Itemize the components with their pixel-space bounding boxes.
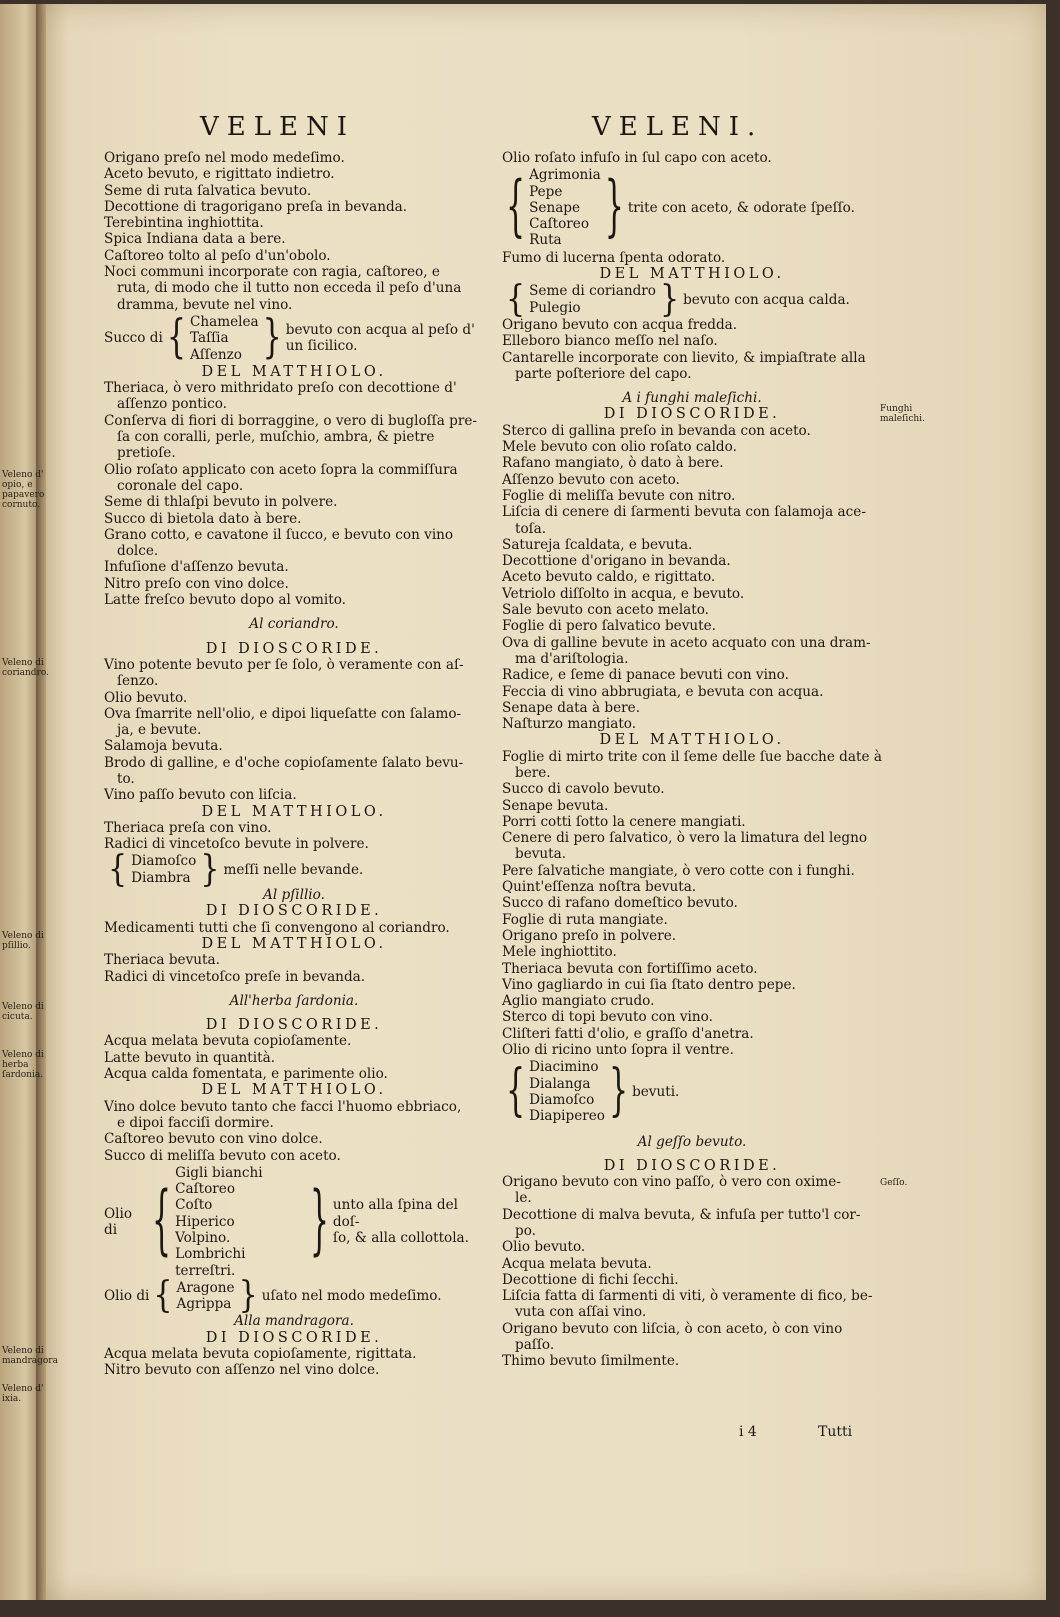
text-line: Sterco di topi bevuto con vino. xyxy=(502,1009,713,1026)
brace-items xyxy=(529,283,656,316)
brace-item: Diamoſco xyxy=(529,1091,595,1108)
text-line: Conſerva di fiori di borraggine, o vero di bugloſſa pre- xyxy=(104,412,477,429)
text-line: po. xyxy=(515,1223,536,1239)
brace-item: Chamelea xyxy=(189,313,259,330)
margin-note: Veleno di mandragora xyxy=(2,1346,58,1366)
text-line: Origano preſo in polvere. xyxy=(502,927,677,944)
subsection-heading: Al pſillio. xyxy=(263,887,325,904)
brace-item: Agrippa xyxy=(176,1296,232,1313)
brace-open: { xyxy=(166,310,186,365)
running-header-right: VELENI. xyxy=(592,112,764,142)
margin-note: Geſſo. xyxy=(880,1178,908,1188)
brace-prefix: Olio di xyxy=(104,1205,133,1238)
brace-open: { xyxy=(506,277,526,321)
text-line: Grano cotto, e cavatone il ſucco, e bevuto con vino xyxy=(104,526,454,543)
text-line: Senape bevuta. xyxy=(502,797,609,814)
text-line: Succo di bietola dato à bere. xyxy=(104,510,302,527)
signature-mark: i 4 xyxy=(739,1424,757,1440)
brace-close: } xyxy=(238,1274,258,1317)
brace-result-line: meſſi nelle bevande. xyxy=(223,861,364,878)
section-heading: DI DIOSCORIDE. xyxy=(205,1017,383,1034)
brace-result xyxy=(333,1197,484,1246)
brace-item: Caſtoreo xyxy=(175,1181,236,1198)
text-line: Naſturzo mangiato. xyxy=(502,716,637,733)
text-line: Olio bevuto. xyxy=(104,689,188,706)
brace-items xyxy=(177,1280,235,1313)
text-line: Vino gagliardo in cui ſia ſtato dentro pepe. xyxy=(502,976,796,993)
text-line: to. xyxy=(117,770,135,787)
section-heading: DI DIOSCORIDE. xyxy=(603,1157,781,1174)
brace-item: Diambra xyxy=(131,869,191,886)
text-line: Cliſteri fatti d'olio, e graſſo d'anetra. xyxy=(502,1025,754,1042)
brace-items xyxy=(175,1165,306,1279)
brace-close: } xyxy=(608,1058,629,1124)
spacer xyxy=(502,1126,882,1134)
brace-item: Coſto xyxy=(175,1197,213,1214)
brace-group xyxy=(502,167,882,248)
text-line: Foglie di ruta mangiate. xyxy=(502,911,668,928)
text-line: Elleboro bianco meſſo nel naſo. xyxy=(502,333,718,350)
spacer xyxy=(104,1009,484,1017)
subsection-heading: Al geſſo bevuto. xyxy=(637,1133,747,1150)
text-line: Theriaca bevuta con fortiſſimo aceto. xyxy=(502,960,758,977)
text-line: Decottione d'origano in bevanda. xyxy=(502,553,731,570)
brace-item: Diamoſco xyxy=(131,853,197,870)
text-line: Origano bevuto con acqua fredda. xyxy=(502,316,738,333)
margin-note: Veleno di coriandro. xyxy=(2,658,49,678)
brace-result-line: un ſicilico. xyxy=(285,338,358,355)
brace-item: Seme di coriandro xyxy=(529,283,656,300)
subsection-heading: A i funghi maleſichi. xyxy=(622,390,762,407)
text-line: Acqua calda fomentata, e parimente olio. xyxy=(104,1066,388,1083)
text-line: Seme di thlaſpi bevuto in polvere. xyxy=(104,494,338,511)
text-line: Fumo di lucerna ſpenta odorato. xyxy=(502,249,726,266)
text-line: Porri cotti ſotto la cenere mangiati. xyxy=(502,813,746,830)
brace-group xyxy=(104,1165,484,1279)
brace-result-line: bevuti. xyxy=(632,1083,680,1100)
subsection-heading: Al coriandro. xyxy=(249,616,339,633)
brace-close: } xyxy=(604,168,624,246)
text-line: Feccia di vino abbrugiata, e bevuta con acqua. xyxy=(502,683,824,700)
spacer xyxy=(502,382,882,390)
text-line: Ova ſmarrite nell'olio, e dipoi liqueſatte con ſalamo- xyxy=(104,705,462,722)
brace-item: Agrimonia xyxy=(529,167,601,184)
text-line: Radice, e ſeme di panace bevuti con vino. xyxy=(502,667,789,684)
section-heading: DI DIOSCORIDE. xyxy=(205,1329,383,1346)
text-line: Aglio mangiato crudo. xyxy=(502,993,655,1010)
left-text-column xyxy=(104,150,484,1379)
text-line: Succo di rafano domeſtico bevuto. xyxy=(502,895,738,912)
text-line: Thimo bevuto ſimilmente. xyxy=(502,1353,680,1370)
text-line: Spica Indiana data a bere. xyxy=(104,231,286,248)
text-line: Nitro bevuto con aſſenzo nel vino dolce. xyxy=(104,1362,380,1379)
text-line: Acqua melata bevuta copioſamente. xyxy=(104,1033,352,1050)
brace-close: } xyxy=(262,310,282,365)
brace-result-line: ſo, & alla collottola. xyxy=(332,1230,469,1246)
spacer xyxy=(104,985,484,993)
section-heading: DEL MATTHIOLO. xyxy=(599,266,785,283)
catchword: Tutti xyxy=(818,1424,853,1440)
brace-group xyxy=(104,847,484,891)
brace-item: Volpino. xyxy=(175,1230,231,1246)
section-heading: DEL MATTHIOLO. xyxy=(201,1082,387,1099)
margin-note: Veleno d' ixia. xyxy=(2,1384,44,1404)
text-line: parte poſteriore del capo. xyxy=(515,365,692,382)
brace-result xyxy=(632,1084,679,1100)
text-line: Olio roſato infuſo in ſul capo con aceto. xyxy=(502,150,772,166)
text-line: Latte freſco bevuto dopo al vomito. xyxy=(104,592,346,609)
text-line: Acqua melata bevuta. xyxy=(502,1255,652,1272)
text-line: Origano bevuto con vino paſſo, ò vero con oxime- xyxy=(502,1174,841,1191)
brace-items xyxy=(131,853,196,886)
text-line: Olio roſato applicato con aceto ſopra la commiſſura xyxy=(104,461,458,478)
text-line: Aceto bevuto, e rigittato indietro. xyxy=(104,166,335,183)
section-heading: DEL MATTHIOLO. xyxy=(201,363,387,380)
text-line: Acqua melata bevuta copioſamente, rigittata. xyxy=(104,1346,417,1363)
text-line: paſſo. xyxy=(515,1337,555,1354)
text-line: Radici di vincetoſco preſe in bevanda. xyxy=(104,968,366,985)
brace-items xyxy=(529,167,601,248)
brace-group xyxy=(104,310,484,365)
text-line: ma d'ariſtologia. xyxy=(515,650,629,667)
text-line: Theriaca bevuta. xyxy=(104,952,220,969)
text-line: Theriaca preſa con vino. xyxy=(104,819,272,836)
text-line: ruta, di modo che il tutto non ecceda il peſo d'una xyxy=(117,280,462,297)
text-line: bevuta. xyxy=(515,846,567,863)
text-line: Aceto bevuto caldo, e rigittato. xyxy=(502,569,716,586)
text-line: Pere ſalvatiche mangiate, ò vero cotte con i funghi. xyxy=(502,862,855,879)
brace-group xyxy=(104,1274,484,1317)
brace-group xyxy=(502,277,882,321)
brace-item: Pepe xyxy=(529,183,563,200)
text-line: Decottione di fichi ſecchi. xyxy=(502,1271,679,1288)
brace-open: { xyxy=(108,847,128,891)
brace-item: Senape xyxy=(529,199,581,216)
brace-result xyxy=(286,322,475,355)
text-line: coronale del capo. xyxy=(117,477,244,494)
brace-result xyxy=(683,292,850,308)
section-heading: DEL MATTHIOLO. xyxy=(201,803,387,820)
text-line: Cenere di pero ſalvatico, ò vero la limatura del legno xyxy=(502,830,868,847)
subsection-heading: Alla mandragora. xyxy=(234,1313,354,1330)
text-line: Decottione di tragorigano preſa in bevanda. xyxy=(104,198,408,215)
text-line: Terebintina inghiottita. xyxy=(104,215,264,232)
brace-close: } xyxy=(659,277,680,321)
text-line: Radici di vincetoſco bevute in polvere. xyxy=(104,836,369,853)
brace-close: } xyxy=(309,1176,329,1265)
text-line: Vino dolce bevuto tanto che facci l'huomo ebbriaco, xyxy=(104,1098,462,1115)
brace-item: Pulegio xyxy=(529,299,581,316)
text-line: vuta con aſſai vino. xyxy=(515,1304,647,1321)
text-line: Nitro preſo con vino dolce. xyxy=(104,575,289,592)
text-line: Cantarelle incorporate con lievito, & impiaſtrate alla xyxy=(502,349,866,366)
margin-note: Funghi maleſichi. xyxy=(880,404,925,424)
text-line: Satureja ſcaldata, e bevuta. xyxy=(502,536,693,553)
text-line: Caſtoreo tolto al peſo d'un'obolo. xyxy=(104,247,331,264)
brace-item: Diacimino xyxy=(529,1059,599,1076)
text-line: Vino paſſo bevuto con liſcia. xyxy=(104,787,297,804)
text-line: ja, e bevute. xyxy=(117,722,202,739)
running-header-left: VELENI xyxy=(200,112,356,142)
brace-open: { xyxy=(153,1274,173,1317)
margin-note: Veleno di herba ſardonia. xyxy=(2,1050,44,1080)
text-line: Sale bevuto con aceto melato. xyxy=(502,602,709,619)
section-heading: DI DIOSCORIDE. xyxy=(205,903,383,920)
brace-open: { xyxy=(152,1176,172,1265)
brace-group xyxy=(502,1059,882,1124)
subsection-heading: All'herba ſardonia. xyxy=(229,992,359,1009)
text-line: Salamoja bevuta. xyxy=(104,738,223,755)
text-line: Foglie di mirto trite con il ſeme delle ſue bacche date à xyxy=(502,748,882,765)
section-heading: DEL MATTHIOLO. xyxy=(599,732,785,749)
text-line: dramma, bevute nel vino. xyxy=(117,296,293,313)
text-line: Mele inghiottito. xyxy=(502,944,617,961)
brace-item: Lombrichi terreſtri. xyxy=(175,1246,246,1279)
text-line: Noci communi incorporate con ragia, caſtoreo, e xyxy=(104,264,440,281)
brace-items xyxy=(529,1059,605,1124)
text-line: le. xyxy=(515,1190,532,1207)
text-line: Medicamenti tutti che ſi convengono al coriandro. xyxy=(104,919,450,936)
text-line: Origano preſo nel modo medeſimo. xyxy=(104,150,345,166)
text-line: Caſtoreo bevuto con vino dolce. xyxy=(104,1131,323,1148)
section-heading: DEL MATTHIOLO. xyxy=(201,935,387,952)
brace-item: Dialanga xyxy=(529,1075,591,1092)
brace-result-line: bevuto con acqua calda. xyxy=(683,291,850,308)
text-line: Quint'eſſenza noſtra bevuta. xyxy=(502,879,697,896)
text-line: Rafano mangiato, ò dato à bere. xyxy=(502,455,724,472)
text-line: pretioſe. xyxy=(117,445,176,462)
brace-item: Gigli bianchi xyxy=(175,1164,263,1181)
brace-open: { xyxy=(506,1058,526,1124)
text-line: Decottione di malva bevuta, & infuſa per tutto'l cor- xyxy=(502,1206,861,1223)
brace-result-line: bevuto con acqua al peſo d' xyxy=(285,322,475,339)
text-line: Vino potente bevuto per ſe ſolo, ò veramente con aſ- xyxy=(104,656,464,673)
brace-item: Aragone xyxy=(176,1279,235,1296)
text-line: Vetriolo diſſolto in acqua, e bevuto. xyxy=(502,585,745,602)
text-line: Ova di galline bevute in aceto acquato con una dram- xyxy=(502,634,871,651)
section-heading: DI DIOSCORIDE. xyxy=(205,640,383,657)
text-line: Succo di meliſſa bevuto con aceto. xyxy=(104,1147,341,1164)
text-line: dolce. xyxy=(117,543,159,560)
text-line: toſa. xyxy=(515,520,547,537)
text-line: Foglie di pero ſalvatico bevute. xyxy=(502,618,716,635)
text-line: Origano bevuto con liſcia, ò con aceto, ò con vino xyxy=(502,1320,843,1337)
text-line: Sterco di gallina preſo in bevanda con aceto. xyxy=(502,422,811,439)
brace-item: Aſſenzo xyxy=(189,346,242,363)
spacer xyxy=(104,633,484,641)
text-line: Succo di cavolo bevuto. xyxy=(502,781,665,798)
text-line: Seme di ruta ſalvatica bevuto. xyxy=(104,182,312,199)
text-line: aſſenzo pontico. xyxy=(117,396,227,413)
brace-result xyxy=(223,862,363,878)
spacer xyxy=(502,1150,882,1158)
brace-result-line: uſato nel modo medeſimo. xyxy=(261,1288,442,1305)
text-line: Aſſenzo bevuto con aceto. xyxy=(502,471,680,488)
section-heading: DI DIOSCORIDE. xyxy=(603,406,781,423)
text-line: Olio bevuto. xyxy=(502,1239,586,1256)
brace-close: } xyxy=(200,847,220,891)
brace-item: Caſtoreo xyxy=(529,216,590,233)
margin-note: Veleno di cicuta. xyxy=(2,1002,44,1022)
brace-item: Taſſia xyxy=(189,330,229,347)
brace-open: { xyxy=(506,168,526,246)
text-line: Mele bevuto con olio roſato caldo. xyxy=(502,439,737,456)
text-line: Foglie di meliſſa bevute con nitro. xyxy=(502,487,736,504)
right-text-column xyxy=(502,150,882,1370)
spacer xyxy=(104,608,484,616)
brace-items xyxy=(190,314,259,363)
brace-result xyxy=(262,1288,442,1304)
brace-prefix: Olio di xyxy=(104,1288,150,1305)
text-line: Senape data à bere. xyxy=(502,699,641,716)
text-line: Liſcia di cenere di ſarmenti bevuta con ſalamoja ace- xyxy=(502,504,866,521)
brace-result-line: trite con aceto, & odorate ſpeſſo. xyxy=(627,199,855,216)
text-line: Infuſione d'aſſenzo bevuta. xyxy=(104,559,289,576)
text-line: ſenzo. xyxy=(117,673,159,690)
brace-result-line: unto alla ſpina del doſ- xyxy=(332,1197,458,1230)
text-line: Olio di ricino unto ſopra il ventre. xyxy=(502,1042,734,1059)
text-line: Latte bevuto in quantità. xyxy=(104,1049,276,1066)
brace-item: Ruta xyxy=(529,232,562,249)
brace-item: Diapipereo xyxy=(529,1108,605,1125)
brace-item: Hiperico xyxy=(175,1213,235,1230)
text-line: Theriaca, ò vero mithridato preſo con decottione d' xyxy=(104,380,457,397)
margin-note: Veleno di pſillio. xyxy=(2,931,44,951)
text-line: bere. xyxy=(515,764,551,781)
brace-result xyxy=(628,200,855,216)
text-line: e dipoi facciſi dormire. xyxy=(117,1114,274,1131)
brace-prefix: Succo di xyxy=(104,330,163,347)
text-line: Brodo di galline, e d'oche copioſamente ſalato bevu- xyxy=(104,754,464,771)
text-line: Liſcia fatta di ſarmenti di viti, ò veramente di fico, be- xyxy=(502,1288,873,1305)
margin-note: Veleno d' opio, e papavero cornuto. xyxy=(2,470,45,510)
text-line: ſa con coralli, perle, muſchio, ambra, & pietre xyxy=(117,429,435,446)
